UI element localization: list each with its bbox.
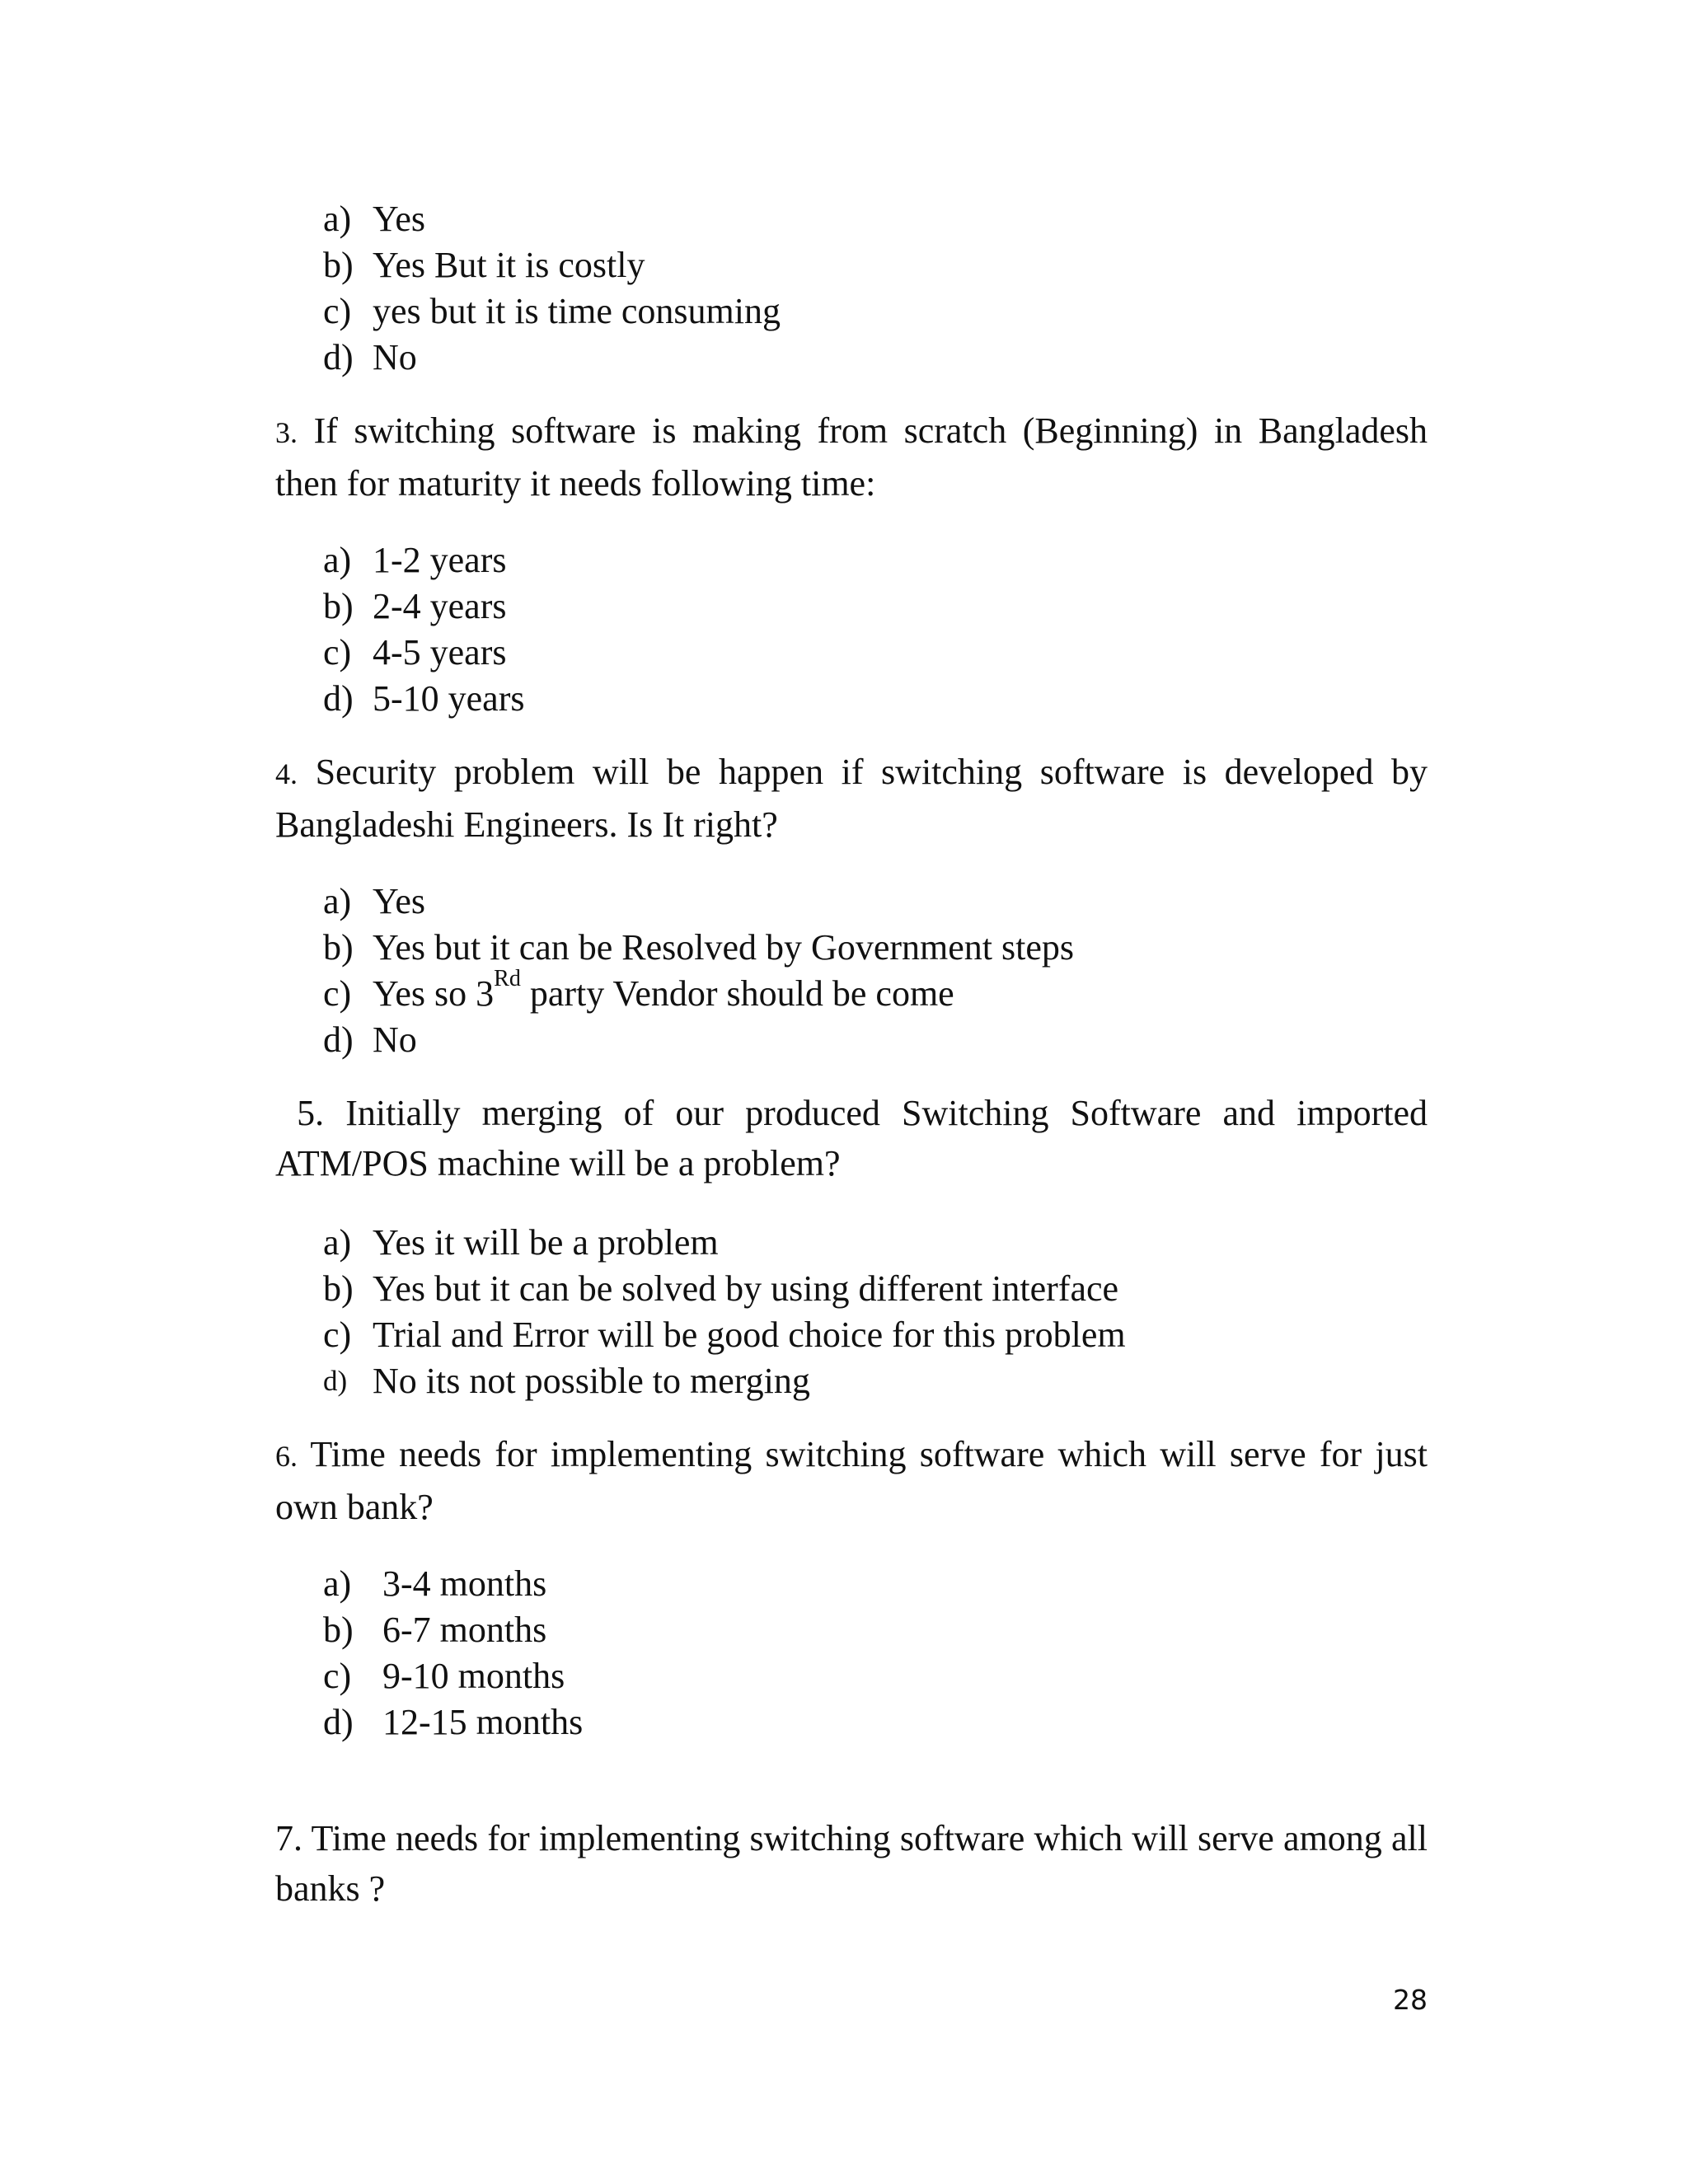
ordinal-superscript: Rd (494, 966, 521, 992)
question-6 (275, 1429, 1428, 1532)
option-text-after: party Vendor should be come (520, 973, 954, 1014)
option-text: 4-5 years (373, 632, 507, 673)
option-letter: c) (323, 1656, 352, 1696)
page-number: 28 (1393, 1984, 1428, 2016)
option-text (373, 966, 954, 1017)
option-text: 9-10 months (382, 1656, 565, 1696)
option-letter: c) (323, 1315, 352, 1355)
option-letter: a) (323, 881, 352, 921)
option-letter: c) (323, 632, 352, 673)
option-text: Yes but it can be solved by using different interface (373, 1268, 1119, 1309)
option-letter: b) (323, 927, 354, 968)
option-letter: d) (323, 678, 354, 719)
option-letter: c) (323, 291, 352, 331)
option-text-before: Yes so 3 (373, 973, 495, 1014)
option-text: Yes (373, 881, 426, 921)
question-3 (275, 405, 1428, 509)
question-text: Security problem will be happen if switching software is developed by Bangladeshi Engineers. Is It right? (275, 752, 1428, 845)
option-letter: b) (323, 586, 354, 626)
option-letter: b) (323, 245, 354, 285)
option-letter: a) (323, 1563, 352, 1604)
option-text: No (373, 1019, 417, 1060)
option-letter: d) (323, 1702, 354, 1742)
question-text: Time needs for implementing switching software which will serve for just own bank? (275, 1434, 1428, 1527)
option-text: 1-2 years (373, 540, 507, 580)
question-text: Time needs for implementing switching software which will serve among all banks ? (275, 1818, 1428, 1909)
question-number: 7. (275, 1818, 302, 1858)
option-letter: c) (323, 973, 352, 1014)
question-4 (275, 747, 1428, 850)
option-text: Yes it will be a problem (373, 1222, 719, 1263)
option-text: Yes (373, 199, 426, 239)
option-letter: b) (323, 1268, 354, 1309)
option-text: 6-7 months (382, 1610, 547, 1650)
question-number: 4. (275, 757, 298, 790)
option-text: 12-15 months (382, 1702, 584, 1742)
option-text: No (373, 337, 417, 377)
option-letter: a) (323, 1222, 352, 1263)
question-number: 3. (275, 416, 298, 449)
option-text: 2-4 years (373, 586, 507, 626)
option-letter: a) (323, 540, 352, 580)
option-letter: b) (323, 1610, 354, 1650)
option-text: yes but it is time consuming (373, 291, 781, 331)
option-text: 5-10 years (373, 678, 525, 719)
question-text: If switching software is making from scratch (Beginning) in Bangladesh then for maturity it needs following time: (275, 410, 1428, 504)
option-letter: a) (323, 199, 352, 239)
option-letter: d) (323, 1365, 348, 1397)
option-text: Yes But it is costly (373, 245, 645, 285)
option-letter: d) (323, 1019, 354, 1060)
option-text: Trial and Error will be good choice for this problem (373, 1315, 1126, 1355)
option-text: No its not possible to merging (373, 1361, 810, 1401)
question-number: 5. (297, 1093, 325, 1133)
question-5 (275, 1088, 1428, 1188)
option-text: Yes but it can be Resolved by Government steps (373, 927, 1074, 968)
question-number: 6. (275, 1440, 298, 1473)
option-text: 3-4 months (382, 1563, 547, 1604)
question-7 (275, 1813, 1428, 1914)
question-text: Initially merging of our produced Switching Software and imported ATM/POS machine will be a problem? (275, 1093, 1428, 1183)
option-letter: d) (323, 337, 354, 377)
